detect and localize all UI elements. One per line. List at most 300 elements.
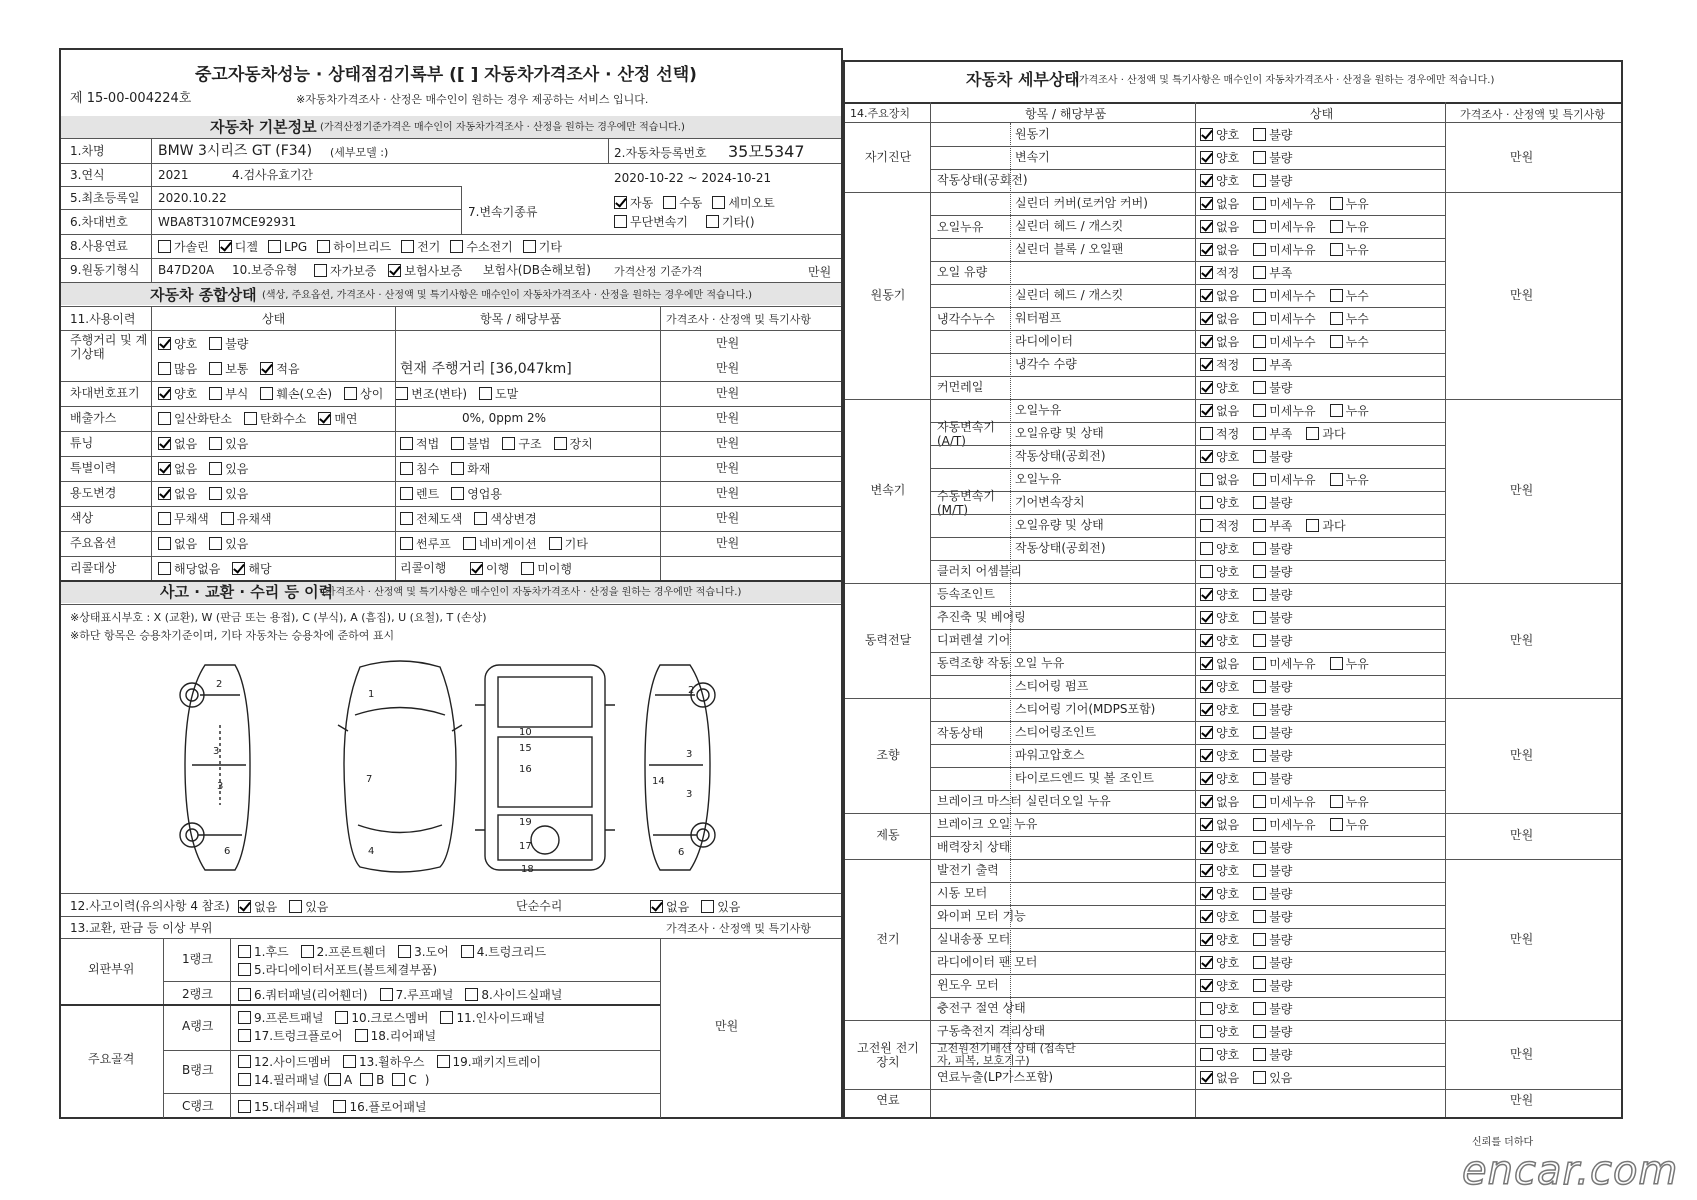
checkbox[interactable] bbox=[1253, 128, 1266, 141]
inspection-validity-label: 4.검사유효기간 bbox=[232, 168, 314, 182]
checkbox[interactable] bbox=[1200, 680, 1213, 693]
detail-group-label: 변속기 bbox=[870, 483, 906, 497]
checkbox[interactable] bbox=[1330, 312, 1343, 325]
checkbox[interactable] bbox=[1253, 542, 1266, 555]
checkbox[interactable] bbox=[1200, 565, 1213, 578]
checkbox[interactable] bbox=[1253, 726, 1266, 739]
checkbox[interactable] bbox=[1253, 588, 1266, 601]
checkbox[interactable] bbox=[1253, 358, 1266, 371]
checkbox[interactable] bbox=[1200, 427, 1213, 440]
check-option bbox=[1200, 933, 1239, 947]
checkbox[interactable] bbox=[395, 387, 408, 400]
checkbox[interactable] bbox=[1200, 381, 1213, 394]
part-number: 17 bbox=[519, 841, 532, 852]
checkbox[interactable] bbox=[1253, 473, 1266, 486]
checkbox[interactable] bbox=[1330, 404, 1343, 417]
checkbox[interactable] bbox=[1330, 220, 1343, 233]
usage-row-status bbox=[158, 387, 530, 400]
checkbox[interactable] bbox=[1200, 128, 1213, 141]
checkbox[interactable] bbox=[380, 988, 393, 1001]
option-label: 불량 bbox=[1269, 979, 1293, 993]
detail-item: 라디에이터 bbox=[1015, 334, 1073, 348]
detail-item: 오일누유 bbox=[1015, 472, 1062, 486]
checkbox[interactable] bbox=[209, 487, 222, 500]
usage-row-status bbox=[158, 437, 260, 450]
check-option bbox=[289, 900, 328, 914]
check-option bbox=[1253, 1002, 1292, 1016]
check-option bbox=[1200, 1048, 1239, 1062]
checkbox[interactable] bbox=[1253, 312, 1266, 325]
check-option bbox=[398, 945, 449, 959]
checkbox[interactable] bbox=[238, 1011, 251, 1024]
detail-subcategory: 작동상태(공회전) bbox=[937, 173, 1028, 187]
checkbox[interactable] bbox=[1253, 519, 1266, 532]
option-label: 없음 bbox=[1216, 657, 1240, 671]
option-label: 양호 bbox=[1216, 450, 1240, 464]
checkbox[interactable] bbox=[328, 1073, 341, 1086]
checkbox[interactable] bbox=[614, 196, 627, 209]
detail-group-label: 전기 bbox=[876, 931, 900, 946]
checkbox[interactable] bbox=[1253, 634, 1266, 647]
checkbox[interactable] bbox=[1200, 588, 1213, 601]
checkbox[interactable] bbox=[1253, 404, 1266, 417]
checkbox[interactable] bbox=[1253, 565, 1266, 578]
checkbox[interactable] bbox=[1200, 841, 1213, 854]
detail-status bbox=[1200, 749, 1306, 762]
checkbox[interactable] bbox=[1200, 818, 1213, 831]
detail-item-header: 항목 / 해당부품 bbox=[1025, 107, 1107, 121]
option-label: 있음 bbox=[717, 900, 741, 914]
major-device-header: 14.주요장치 bbox=[850, 107, 910, 120]
check-option bbox=[1253, 335, 1315, 349]
checkbox[interactable] bbox=[470, 562, 483, 575]
usage-row-price: 만원 bbox=[716, 361, 740, 375]
usage-row-price: 만원 bbox=[716, 536, 740, 550]
checkbox[interactable] bbox=[301, 945, 314, 958]
option-label: 부족 bbox=[1269, 519, 1293, 533]
checkbox[interactable] bbox=[209, 537, 222, 550]
checkbox[interactable] bbox=[1200, 749, 1213, 762]
checkbox[interactable] bbox=[1306, 427, 1319, 440]
detail-item: 실린더 커버(로커암 커버) bbox=[1015, 196, 1148, 210]
checkbox[interactable] bbox=[1330, 657, 1343, 670]
check-option bbox=[1200, 519, 1239, 533]
detail-subcategory: 등속조인트 bbox=[937, 587, 995, 601]
usage-row-price: 만원 bbox=[716, 486, 740, 500]
checkbox[interactable] bbox=[158, 437, 171, 450]
checkbox[interactable] bbox=[1200, 450, 1213, 463]
part-number: 19 bbox=[519, 817, 532, 828]
checkbox[interactable] bbox=[450, 240, 463, 253]
checkbox[interactable] bbox=[1200, 1071, 1213, 1084]
checkbox[interactable] bbox=[232, 562, 245, 575]
checkbox[interactable] bbox=[1253, 657, 1266, 670]
checkbox[interactable] bbox=[1253, 335, 1266, 348]
checkbox[interactable] bbox=[1200, 657, 1213, 670]
detail-status bbox=[1200, 1071, 1306, 1084]
option-label: 누유 bbox=[1345, 404, 1369, 418]
checkbox[interactable] bbox=[1200, 1025, 1213, 1038]
engine-type-label: 9.원동기형식 bbox=[70, 263, 140, 277]
check-option bbox=[232, 562, 271, 576]
checkbox[interactable] bbox=[158, 512, 171, 525]
checkbox[interactable] bbox=[1253, 795, 1266, 808]
option-label: 양호 bbox=[1216, 1002, 1240, 1016]
option-label: 네비게이션 bbox=[478, 537, 537, 551]
checkbox[interactable] bbox=[219, 240, 232, 253]
checkbox[interactable] bbox=[238, 1073, 251, 1086]
checkbox[interactable] bbox=[1253, 1048, 1266, 1061]
usage-row-status bbox=[158, 562, 284, 575]
check-option bbox=[1253, 266, 1292, 280]
footer-tagline: 신뢰를 더하다 bbox=[1472, 1137, 1534, 1148]
checkbox[interactable] bbox=[1253, 197, 1266, 210]
checkbox[interactable] bbox=[1200, 473, 1213, 486]
option-label: 불량 bbox=[1269, 703, 1293, 717]
checkbox[interactable] bbox=[400, 462, 413, 475]
checkbox[interactable] bbox=[1253, 381, 1266, 394]
vin-value: WBA8T3107MCE92931 bbox=[158, 215, 297, 229]
detail-status bbox=[1200, 841, 1306, 854]
option-label: 누유 bbox=[1345, 795, 1369, 809]
checkbox[interactable] bbox=[1253, 289, 1266, 302]
checkbox[interactable] bbox=[209, 337, 222, 350]
checkbox[interactable] bbox=[238, 963, 251, 976]
checkbox[interactable] bbox=[502, 437, 515, 450]
checkbox[interactable] bbox=[158, 412, 171, 425]
checkbox[interactable] bbox=[209, 437, 222, 450]
checkbox[interactable] bbox=[244, 412, 257, 425]
usage-row-price: 만원 bbox=[716, 411, 740, 425]
checkbox[interactable] bbox=[388, 264, 401, 277]
checkbox[interactable] bbox=[158, 487, 171, 500]
checkbox[interactable] bbox=[523, 240, 536, 253]
checkbox[interactable] bbox=[158, 462, 171, 475]
check-option bbox=[461, 945, 546, 959]
checkbox[interactable] bbox=[1200, 887, 1213, 900]
option-label: 불량 bbox=[1269, 726, 1293, 740]
checkbox[interactable] bbox=[343, 1055, 356, 1068]
checkbox[interactable] bbox=[1253, 427, 1266, 440]
option-label: 11.인사이드패널 bbox=[456, 1011, 546, 1025]
detail-item: 파워고압호스 bbox=[1015, 748, 1085, 762]
checkbox[interactable] bbox=[1253, 910, 1266, 923]
detail-price-header: 가격조사 · 산정액 및 특기사항 bbox=[1460, 108, 1605, 121]
checkbox[interactable] bbox=[1200, 979, 1213, 992]
checkbox[interactable] bbox=[1200, 335, 1213, 348]
checkbox[interactable] bbox=[451, 437, 464, 450]
checkbox[interactable] bbox=[400, 512, 413, 525]
check-option bbox=[1200, 979, 1239, 993]
check-option bbox=[1200, 381, 1239, 395]
checkbox[interactable] bbox=[1253, 220, 1266, 233]
checkbox[interactable] bbox=[663, 196, 676, 209]
checkbox[interactable] bbox=[268, 240, 281, 253]
checkbox[interactable] bbox=[440, 1011, 453, 1024]
checkbox[interactable] bbox=[318, 412, 331, 425]
checkbox[interactable] bbox=[1200, 266, 1213, 279]
check-option bbox=[1200, 772, 1239, 786]
usage-row-status bbox=[158, 487, 260, 500]
check-option bbox=[1200, 266, 1239, 280]
detail-subcategory: 라디에이터 팬 모터 bbox=[937, 955, 1038, 969]
usage-row-label: 특별이력 bbox=[70, 461, 117, 475]
option-label: 양호 bbox=[1216, 933, 1240, 947]
check-option bbox=[209, 362, 248, 376]
part-number: 15 bbox=[519, 743, 532, 754]
warranty-label: 10.보증유형 bbox=[232, 263, 298, 277]
checkbox[interactable] bbox=[238, 1029, 251, 1042]
checkbox[interactable] bbox=[1253, 496, 1266, 509]
checkbox[interactable] bbox=[463, 537, 476, 550]
checkbox[interactable] bbox=[1200, 243, 1213, 256]
checkbox[interactable] bbox=[1200, 197, 1213, 210]
price-basis-label: 가격산정 기준가격 bbox=[614, 265, 703, 278]
checkbox[interactable] bbox=[238, 900, 251, 913]
checkbox[interactable] bbox=[314, 264, 327, 277]
checkbox[interactable] bbox=[1306, 519, 1319, 532]
detail-status bbox=[1200, 956, 1306, 969]
checkbox[interactable] bbox=[1253, 887, 1266, 900]
checkbox[interactable] bbox=[1253, 266, 1266, 279]
checkbox[interactable] bbox=[1200, 151, 1213, 164]
checkbox[interactable] bbox=[238, 1055, 251, 1068]
option-label: 미세누수 bbox=[1269, 289, 1316, 303]
checkbox[interactable] bbox=[1200, 358, 1213, 371]
checkbox[interactable] bbox=[344, 387, 357, 400]
checkbox[interactable] bbox=[1330, 795, 1343, 808]
check-option bbox=[158, 487, 197, 501]
option-label: 미세누유 bbox=[1269, 795, 1316, 809]
detail-status bbox=[1200, 404, 1383, 417]
detail-status bbox=[1200, 243, 1383, 256]
detail-status-title: 자동차 세부상태 bbox=[966, 70, 1080, 89]
checkbox[interactable] bbox=[474, 512, 487, 525]
engine-type-value: B47D20A bbox=[158, 263, 215, 277]
option-label: 적정 bbox=[1216, 519, 1240, 533]
checkbox[interactable] bbox=[1200, 864, 1213, 877]
checkbox[interactable] bbox=[1253, 772, 1266, 785]
check-option bbox=[465, 988, 562, 1002]
rankC-options bbox=[238, 1100, 441, 1113]
option-label: 미세누유 bbox=[1269, 197, 1316, 211]
option-label: 보험사보증 bbox=[404, 264, 463, 278]
checkbox[interactable] bbox=[1200, 726, 1213, 739]
option-label: 불량 bbox=[1269, 864, 1293, 878]
simple-repair-label: 단순수리 bbox=[516, 899, 563, 913]
checkbox[interactable] bbox=[401, 240, 414, 253]
checkbox[interactable] bbox=[1330, 818, 1343, 831]
checkbox[interactable] bbox=[158, 240, 171, 253]
detail-status bbox=[1200, 864, 1306, 877]
option-label: 썬루프 bbox=[416, 537, 451, 551]
checkbox[interactable] bbox=[1253, 979, 1266, 992]
detail-subcategory: 냉각수누수 bbox=[937, 312, 995, 326]
option-label: 8.사이드실패널 bbox=[481, 988, 563, 1002]
checkbox[interactable] bbox=[1200, 174, 1213, 187]
check-option bbox=[1200, 588, 1239, 602]
checkbox[interactable] bbox=[360, 1073, 373, 1086]
checkbox[interactable] bbox=[1200, 933, 1213, 946]
checkbox[interactable] bbox=[1253, 841, 1266, 854]
checkbox[interactable] bbox=[1200, 910, 1213, 923]
accident-options bbox=[238, 900, 340, 913]
checkbox[interactable] bbox=[1253, 1071, 1266, 1084]
check-option bbox=[317, 240, 391, 254]
option-label: 불량 bbox=[1269, 887, 1293, 901]
checkbox[interactable] bbox=[1200, 404, 1213, 417]
checkbox[interactable] bbox=[1200, 634, 1213, 647]
check-option bbox=[1200, 220, 1239, 234]
checkbox[interactable] bbox=[1253, 680, 1266, 693]
checkbox[interactable] bbox=[479, 387, 492, 400]
checkbox[interactable] bbox=[701, 900, 714, 913]
option-label: 3.도어 bbox=[414, 945, 449, 959]
detail-group-price: 만원 bbox=[1510, 632, 1534, 647]
checkbox[interactable] bbox=[1253, 243, 1266, 256]
registration-label: 2.자동차등록번호 bbox=[614, 146, 707, 160]
document-number: 제 15-00-004224호 bbox=[70, 91, 192, 106]
check-option bbox=[1253, 289, 1315, 303]
check-option bbox=[1253, 151, 1292, 165]
option-label: 미세누수 bbox=[1269, 335, 1316, 349]
checkbox[interactable] bbox=[1200, 542, 1213, 555]
checkbox[interactable] bbox=[1200, 1048, 1213, 1061]
checkbox[interactable] bbox=[238, 945, 251, 958]
checkbox[interactable] bbox=[712, 196, 725, 209]
checkbox[interactable] bbox=[1200, 1002, 1213, 1015]
checkbox[interactable] bbox=[1200, 289, 1213, 302]
check-option bbox=[1253, 1071, 1292, 1085]
check-option bbox=[1253, 243, 1315, 257]
checkbox[interactable] bbox=[260, 387, 273, 400]
checkbox[interactable] bbox=[335, 1011, 348, 1024]
check-option bbox=[1200, 128, 1239, 142]
checkbox[interactable] bbox=[355, 1029, 368, 1042]
car-name-value: BMW 3시리즈 GT (F34) bbox=[158, 143, 313, 159]
option-label: 없음 bbox=[1216, 795, 1240, 809]
checkbox[interactable] bbox=[706, 215, 719, 228]
checkbox[interactable] bbox=[398, 945, 411, 958]
checkbox[interactable] bbox=[1253, 174, 1266, 187]
part-number: 4 bbox=[368, 846, 375, 857]
checkbox[interactable] bbox=[238, 988, 251, 1001]
checkbox[interactable] bbox=[451, 487, 464, 500]
left-side-view bbox=[180, 665, 250, 870]
checkbox[interactable] bbox=[1200, 795, 1213, 808]
checkbox[interactable] bbox=[1253, 450, 1266, 463]
checkbox[interactable] bbox=[1253, 933, 1266, 946]
checkbox[interactable] bbox=[461, 945, 474, 958]
checkbox[interactable] bbox=[1253, 703, 1266, 716]
checkbox[interactable] bbox=[1200, 519, 1213, 532]
checkbox[interactable] bbox=[392, 1073, 405, 1086]
checkbox[interactable] bbox=[238, 1100, 251, 1113]
checkbox[interactable] bbox=[1330, 289, 1343, 302]
checkbox[interactable] bbox=[1330, 335, 1343, 348]
checkbox[interactable] bbox=[158, 362, 171, 375]
checkbox[interactable] bbox=[1330, 243, 1343, 256]
option-label: 19.패키지트레이 bbox=[452, 1055, 542, 1069]
checkbox[interactable] bbox=[1253, 1002, 1266, 1015]
checkbox[interactable] bbox=[1200, 772, 1213, 785]
checkbox[interactable] bbox=[317, 240, 330, 253]
checkbox[interactable] bbox=[209, 362, 222, 375]
registration-value: 35모5347 bbox=[728, 142, 805, 161]
checkbox[interactable] bbox=[400, 537, 413, 550]
checkbox[interactable] bbox=[1200, 611, 1213, 624]
checkbox[interactable] bbox=[554, 437, 567, 450]
option-label: 보통 bbox=[225, 362, 249, 376]
detail-status bbox=[1200, 220, 1383, 233]
option-label: 양호 bbox=[1216, 910, 1240, 924]
checkbox[interactable] bbox=[451, 462, 464, 475]
checkbox[interactable] bbox=[1253, 749, 1266, 762]
check-option bbox=[219, 240, 258, 254]
checkbox[interactable] bbox=[1200, 496, 1213, 509]
checkbox[interactable] bbox=[1253, 1025, 1266, 1038]
checkbox[interactable] bbox=[614, 215, 627, 228]
checkbox[interactable] bbox=[289, 900, 302, 913]
option-label: 화재 bbox=[467, 462, 491, 476]
detail-subcategory: 고전원전기배선 상태 (접속단자, 피복, 보호기구) bbox=[937, 1042, 1076, 1067]
checkbox[interactable] bbox=[158, 337, 171, 350]
checkbox[interactable] bbox=[1253, 864, 1266, 877]
checkbox[interactable] bbox=[260, 362, 273, 375]
checkbox[interactable] bbox=[400, 437, 413, 450]
detail-status bbox=[1200, 795, 1383, 808]
usage-row-item: 0%, 0ppm 2% bbox=[462, 411, 547, 425]
option-label: 불량 bbox=[225, 337, 249, 351]
checkbox[interactable] bbox=[209, 462, 222, 475]
exchange-area-label: 13.교환, 판금 등 이상 부위 bbox=[70, 921, 213, 935]
checkbox[interactable] bbox=[1200, 703, 1213, 716]
detail-status bbox=[1200, 542, 1306, 555]
warranty-company: 보험사(DB손해보험) bbox=[483, 263, 591, 277]
checkbox[interactable] bbox=[1253, 611, 1266, 624]
checkbox[interactable] bbox=[158, 387, 171, 400]
checkbox[interactable] bbox=[158, 537, 171, 550]
checkbox[interactable] bbox=[209, 387, 222, 400]
checkbox[interactable] bbox=[221, 512, 234, 525]
checkbox[interactable] bbox=[333, 1100, 346, 1113]
checkbox[interactable] bbox=[650, 900, 663, 913]
option-label: 양호 bbox=[1216, 680, 1240, 694]
checkbox[interactable] bbox=[1330, 473, 1343, 486]
detail-item: 타이로드엔드 및 볼 조인트 bbox=[1015, 771, 1154, 785]
checkbox[interactable] bbox=[437, 1055, 450, 1068]
option-label: 누유 bbox=[1345, 818, 1369, 832]
checkbox[interactable] bbox=[1200, 312, 1213, 325]
checkbox[interactable] bbox=[549, 537, 562, 550]
option-label: 누수 bbox=[1345, 312, 1369, 326]
check-option bbox=[1200, 197, 1239, 211]
rank1-label: 1랭크 bbox=[182, 952, 213, 966]
checkbox[interactable] bbox=[521, 562, 534, 575]
checkbox[interactable] bbox=[1253, 956, 1266, 969]
checkbox[interactable] bbox=[1253, 818, 1266, 831]
detail-status bbox=[1200, 657, 1383, 670]
check-option bbox=[318, 412, 357, 426]
checkbox[interactable] bbox=[1200, 220, 1213, 233]
check-option bbox=[238, 963, 437, 977]
checkbox[interactable] bbox=[400, 487, 413, 500]
checkbox[interactable] bbox=[1253, 151, 1266, 164]
checkbox[interactable] bbox=[1330, 197, 1343, 210]
checkbox[interactable] bbox=[1200, 956, 1213, 969]
checkbox[interactable] bbox=[465, 988, 478, 1001]
checkbox[interactable] bbox=[158, 562, 171, 575]
